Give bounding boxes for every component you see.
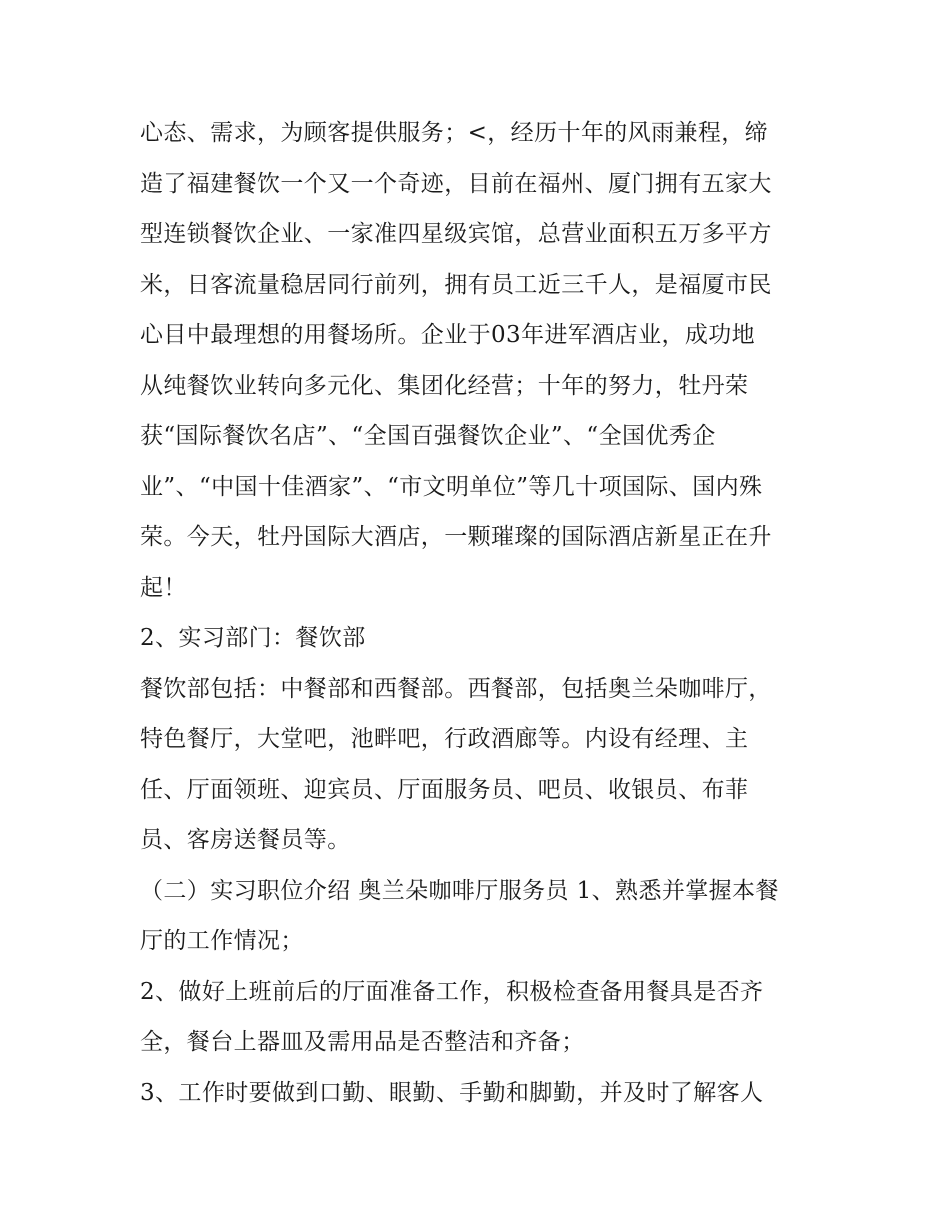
- document-body: [140, 108, 830, 1118]
- list-item: 3、工作时要做到口勤、眼勤、手勤和脚勤，并及时了解客人: [140, 1079, 764, 1106]
- text-line: 获“国际餐饮名店”、“全国百强餐饮企业”、“全国优秀企: [140, 423, 716, 449]
- text-line: 米，日客流量稳居同行前列，拥有员工近三千人，是福厦市民: [140, 271, 772, 298]
- text-line: 型连锁餐饮企业、一家准四星级宾馆，总营业面积五万多平方: [140, 221, 772, 247]
- section-heading: （二）实习职位介绍 奥兰朵咖啡厅服务员 1、熟悉并掌握本餐: [140, 877, 779, 904]
- text-line: 心目中最理想的用餐场所。企业于03年进军酒店业，成功地: [140, 322, 756, 348]
- text-line: 厅的工作情况；: [140, 928, 304, 954]
- text-line: 荣。今天，牡丹国际大酒店，一颗璀璨的国际酒店新星正在升: [140, 524, 772, 550]
- text-line: 心态、需求，为顾客提供服务；<，经历十年的风雨兼程，缔: [140, 120, 769, 146]
- list-item: 2、做好上班前后的厅面准备工作，积极检查备用餐具是否齐: [140, 978, 764, 1005]
- text-line: 业”、“中国十佳酒家”、“市文明单位”等几十项国际、国内殊: [140, 473, 763, 500]
- text-line: 餐饮部包括：中餐部和西餐部。西餐部，包括奥兰朵咖啡厅，: [140, 675, 772, 702]
- text-line: 员、客房送餐员等。: [140, 827, 351, 853]
- text-line: 造了福建餐饮一个又一个奇迹，目前在福州、厦门拥有五家大: [140, 170, 772, 197]
- text-line: 起！: [140, 574, 187, 601]
- text-line: 全，餐台上器皿及需用品是否整洁和齐备；: [140, 1029, 585, 1055]
- text-line: 任、厅面领班、迎宾员、厅面服务员、吧员、收银员、布菲: [140, 776, 749, 803]
- section-heading: 2、实习部门：餐饮部: [140, 625, 366, 651]
- text-line: 从纯餐饮业转向多元化、集团化经营；十年的努力，牡丹荣: [140, 372, 749, 399]
- text-line: 特色餐厅，大堂吧，池畔吧，行政酒廊等。内设有经理、主: [140, 726, 749, 752]
